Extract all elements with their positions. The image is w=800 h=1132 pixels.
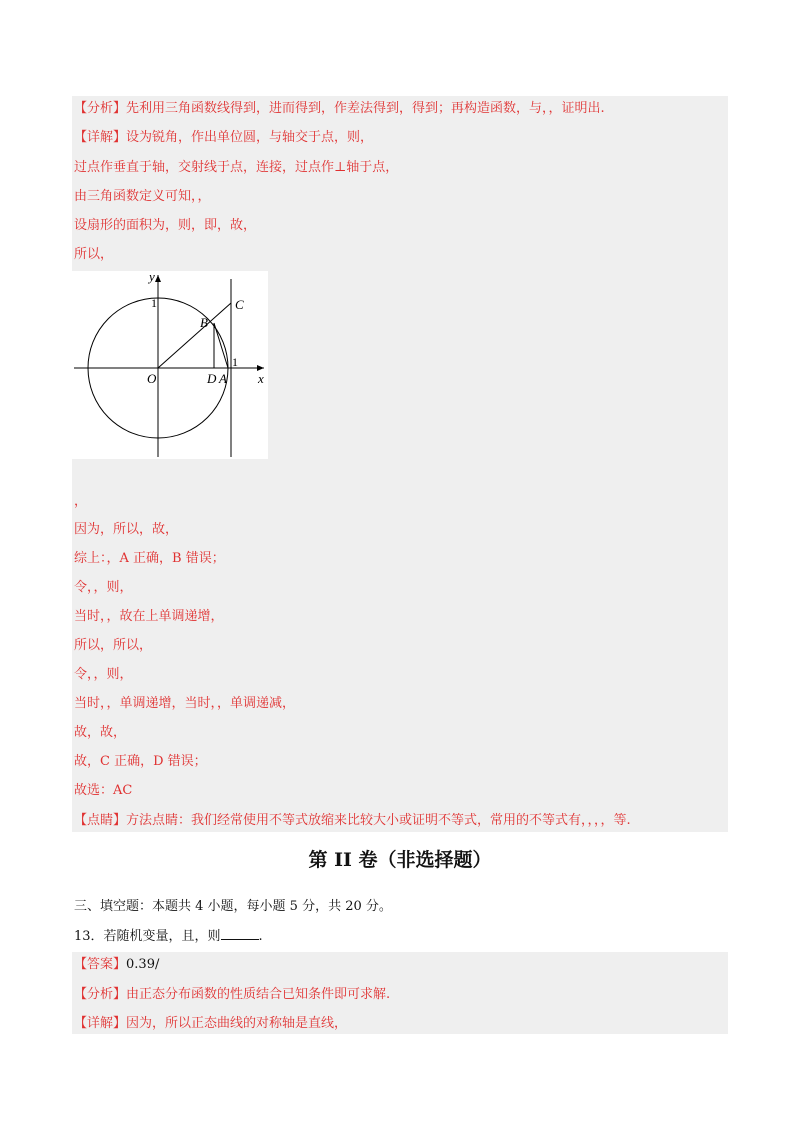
solution-line: 当时，，单调递增，当时，，单调递减， xyxy=(74,696,296,711)
solution-line: 令，，则， xyxy=(74,667,133,682)
question-13-tail: . xyxy=(258,929,263,944)
question-13-text: 13．若随机变量，且，则 xyxy=(74,929,221,944)
analysis-tag: 【分析】 xyxy=(74,101,127,116)
answer-text: 0.39/ xyxy=(126,957,160,972)
label-x: x xyxy=(258,371,264,386)
answer-blank xyxy=(221,928,259,940)
question-13 xyxy=(74,928,263,945)
answer-tag: 【答案】 xyxy=(74,957,127,972)
analysis2-tag: 【分析】 xyxy=(74,987,127,1002)
detail-text: 设为锐角，作出单位圆，与轴交于点，则， xyxy=(126,130,374,145)
solution-line: 过点作垂直于轴，交射线于点，连接，过点作⊥轴于点， xyxy=(74,160,399,175)
label-d: D xyxy=(207,371,217,386)
tip-line xyxy=(74,813,631,829)
solution-block-top xyxy=(72,96,728,832)
detail2-text: 因为，所以正态曲线的对称轴是直线， xyxy=(126,1016,348,1031)
solution-line: 设扇形的面积为，则，即，故， xyxy=(74,218,257,233)
detail2-tag: 【详解】 xyxy=(74,1016,127,1031)
unit-circle-figure xyxy=(72,271,268,459)
analysis-line xyxy=(74,101,605,117)
solution-line: 所以，所以， xyxy=(74,638,153,653)
tip-text: 方法点睛：我们经常使用不等式放缩来比较大小或证明不等式，常用的不等式有，，，，等. xyxy=(126,813,631,828)
tip-tag: 【点睛】 xyxy=(74,813,127,828)
label-b: B xyxy=(200,315,208,330)
solution-line: 当时，，故在上单调递增， xyxy=(74,609,224,624)
solution-line: 故，C 正确，D 错误； xyxy=(74,754,207,769)
analysis2-text: 由正态分布函数的性质结合已知条件即可求解. xyxy=(126,987,391,1002)
solution-line: 令，，则， xyxy=(74,580,133,595)
answer-line xyxy=(74,957,159,973)
label-one-x: 1 xyxy=(232,355,238,369)
detail2-line xyxy=(74,1016,347,1032)
fill-in-header: 三、填空题：本题共 4 小题，每小题 5 分，共 20 分。 xyxy=(74,899,392,914)
solution-line: 故选：AC xyxy=(74,783,133,798)
solution-line: 故，故， xyxy=(74,725,127,740)
solution-line: 由三角函数定义可知，， xyxy=(74,189,211,204)
detail-tag: 【详解】 xyxy=(74,130,127,145)
unit-circle-diagram xyxy=(72,271,268,459)
analysis2-line xyxy=(74,987,390,1003)
label-c: C xyxy=(235,297,244,312)
label-y: y xyxy=(149,271,155,284)
segment-ba xyxy=(214,323,228,368)
label-a: A xyxy=(219,371,227,386)
y-axis-arrow xyxy=(155,275,161,282)
solution-line: 综上：，A 正确，B 错误； xyxy=(74,551,225,566)
label-o: O xyxy=(147,371,157,386)
label-one-y: 1 xyxy=(151,296,157,310)
section-title: 第 II 卷（非选择题） xyxy=(308,849,492,871)
solution-line: 所以， xyxy=(74,247,114,262)
solution-line: 因为，所以，故， xyxy=(74,522,179,537)
solution-line: ， xyxy=(74,494,88,509)
detail-line xyxy=(74,130,373,146)
analysis-text: 先利用三角函数线得到，进而得到，作差法得到，得到；再构造函数，与，，证明出. xyxy=(126,101,605,116)
